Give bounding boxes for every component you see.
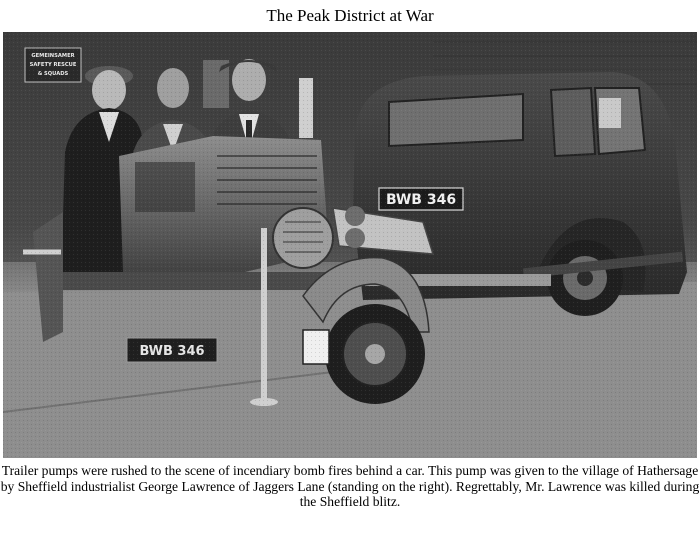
photo-grain [3, 32, 697, 458]
photo-caption: Trailer pumps were rushed to the scene of incendiary bomb fires behind a car. This pump was given to the village of Hathersage by Sheffield industrialist George Lawrence of Jaggers Lane (standing on the right). Regrettably, Mr. Lawrence was killed during the Sheffield blitz. [0, 463, 700, 510]
page-title: The Peak District at War [266, 6, 434, 25]
photo-illustration [3, 32, 697, 458]
archival-photograph [3, 32, 697, 458]
